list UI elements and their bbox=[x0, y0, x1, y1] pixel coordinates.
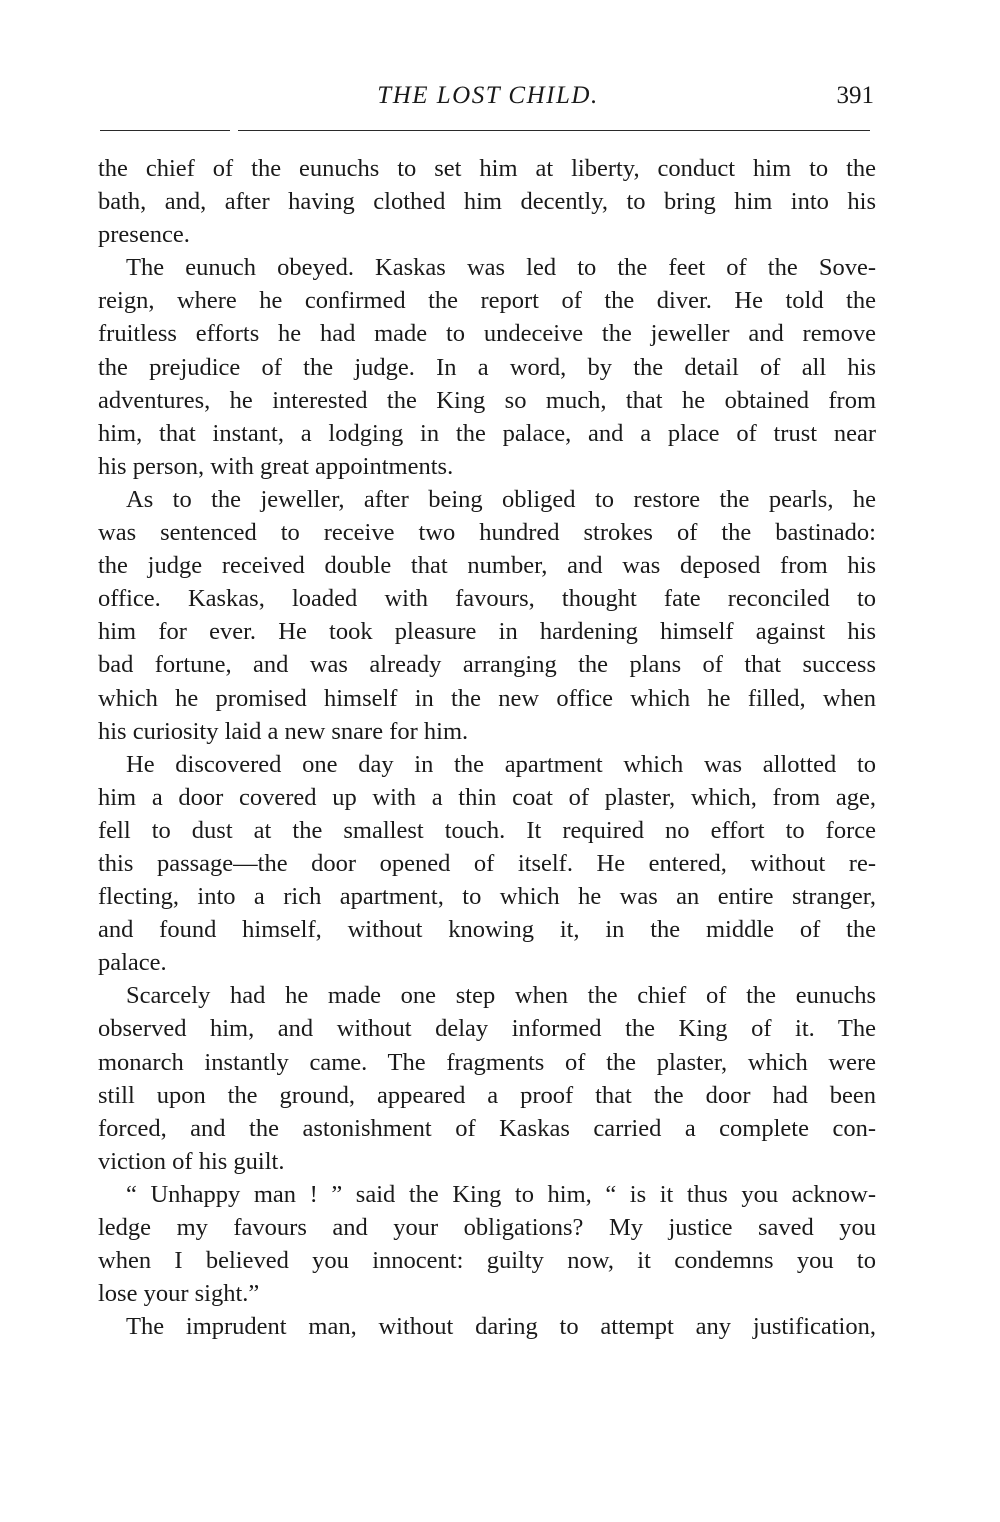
text-line: “ Unhappy man ! ” said the King to him, “ is it thus you acknow- bbox=[126, 1180, 876, 1208]
header-rule-left bbox=[100, 130, 230, 131]
text-line: bath, and, after having clothed him decently, to bring him into his bbox=[98, 188, 876, 216]
text-line: The imprudent man, without daring to attempt any justification, bbox=[126, 1313, 876, 1341]
text-line: adventures, he interested the King so much, that he obtained from bbox=[98, 386, 876, 414]
text-line: his person, with great appointments. bbox=[98, 452, 454, 480]
text-line: his curiosity laid a new snare for him. bbox=[98, 717, 469, 745]
body-text bbox=[98, 152, 876, 1343]
text-line: observed him, and without delay informed the King of it. The bbox=[98, 1015, 876, 1043]
text-line: As to the jeweller, after being obliged to restore the pearls, he bbox=[126, 485, 876, 513]
text-line: The eunuch obeyed. Kaskas was led to the feet of the Sove- bbox=[126, 254, 876, 282]
text-line: bad fortune, and was already arranging the plans of that success bbox=[98, 651, 876, 679]
text-line: forced, and the astonishment of Kaskas carried a complete con- bbox=[98, 1114, 876, 1142]
page-number: 391 bbox=[836, 82, 874, 109]
text-line: presence. bbox=[98, 221, 190, 249]
text-line: Scarcely had he made one step when the chief of the eunuchs bbox=[126, 982, 876, 1010]
text-line: him a door covered up with a thin coat of plaster, which, from age, bbox=[98, 783, 876, 811]
text-line: lose your sight.” bbox=[98, 1280, 260, 1308]
text-line: palace. bbox=[98, 949, 167, 977]
text-line: the prejudice of the judge. In a word, by the detail of all his bbox=[98, 353, 876, 381]
text-line: He discovered one day in the apartment which was allotted to bbox=[126, 750, 876, 778]
running-title: THE LOST CHILD. bbox=[377, 82, 599, 109]
text-line: monarch instantly came. The fragments of the plaster, which were bbox=[98, 1048, 876, 1076]
text-line: when I believed you innocent: guilty now, it condemns you to bbox=[98, 1247, 876, 1275]
text-line: office. Kaskas, loaded with favours, thought fate reconciled to bbox=[98, 585, 876, 613]
text-line: fell to dust at the smallest touch. It required no effort to force bbox=[98, 816, 876, 844]
text-line: flecting, into a rich apartment, to which he was an entire stranger, bbox=[98, 883, 876, 911]
text-line: the chief of the eunuchs to set him at liberty, conduct him to the bbox=[98, 155, 876, 182]
text-line: him, that instant, a lodging in the palace, and a place of trust near bbox=[98, 419, 876, 447]
text-line: which he promised himself in the new office which he filled, when bbox=[98, 684, 876, 712]
text-line: viction of his guilt. bbox=[98, 1147, 285, 1175]
text-line: him for ever. He took pleasure in hardening himself against his bbox=[98, 618, 876, 646]
text-line: ledge my favours and your obligations? My justice saved you bbox=[98, 1214, 876, 1241]
header-rule-right bbox=[238, 130, 870, 131]
text-line: and found himself, without knowing it, in the middle of the bbox=[98, 916, 876, 944]
text-line: still upon the ground, appeared a proof that the door had been bbox=[98, 1081, 876, 1109]
text-line: this passage—the door opened of itself. He entered, without re- bbox=[98, 849, 876, 877]
page-header bbox=[98, 82, 878, 118]
text-line: reign, where he confirmed the report of the diver. He told the bbox=[98, 287, 876, 315]
text-line: was sentenced to receive two hundred strokes of the bastinado: bbox=[98, 519, 876, 547]
text-line: fruitless efforts he had made to undeceive the jeweller and remove bbox=[98, 320, 876, 348]
text-line: the judge received double that number, and was deposed from his bbox=[98, 552, 876, 580]
